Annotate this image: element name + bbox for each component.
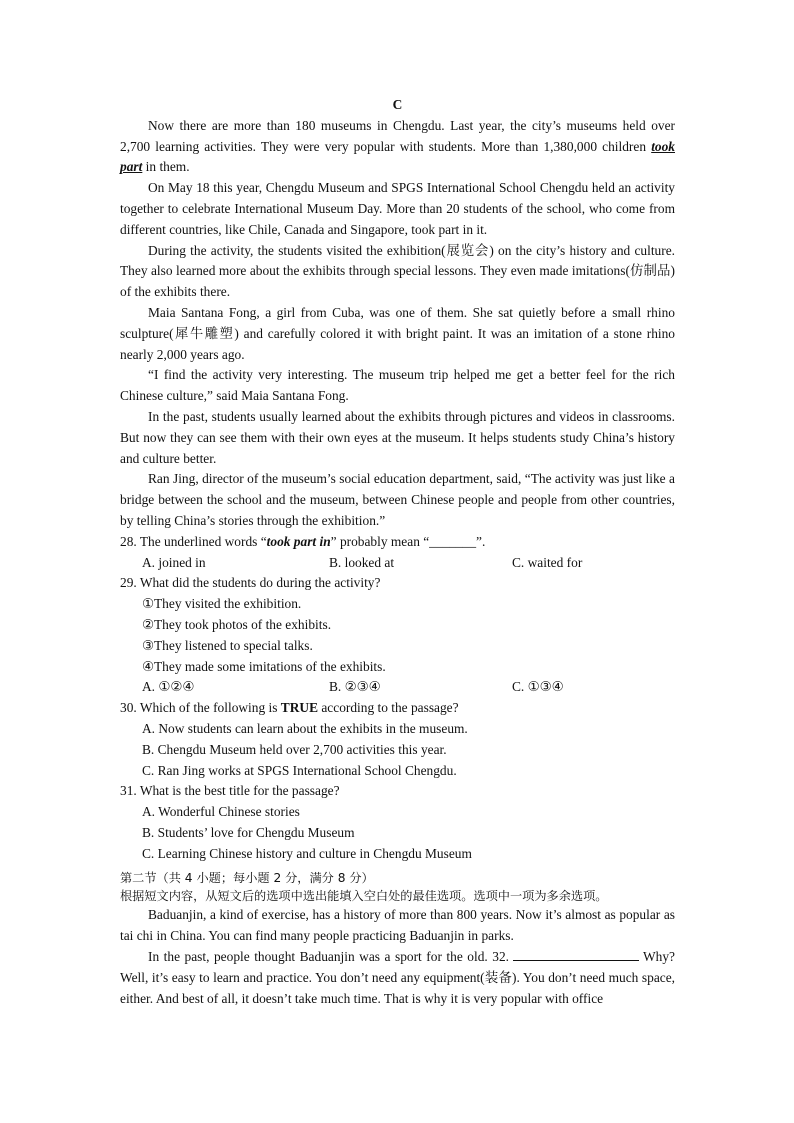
q28-option-b[interactable]: B. looked at (329, 554, 395, 570)
question-30-stem (120, 698, 675, 719)
q29-option-b[interactable]: B. ②③④ (329, 679, 381, 695)
q31-option-a[interactable]: A. Wonderful Chinese stories (142, 804, 300, 820)
passage-paragraph-1 (120, 116, 675, 178)
passage-paragraph-6: In the past, students usually learned about the exhibits through pictures and videos in classrooms. But now they can see them with their own eyes at the museum. It helps students study China’s history and culture better. (120, 408, 675, 466)
question-29-options (120, 677, 675, 698)
question-29-stem: 29. What did the students do during the activity? (120, 575, 381, 591)
section-2-instruction: 根据短文内容，从短文后的选项中选出能填入空白处的最佳选项。选项中一项为多余选项。 (120, 888, 608, 903)
q30-stem-b: according to the passage? (318, 700, 459, 716)
q29-statement-3: ③They listened to special talks. (142, 637, 313, 653)
passage-heading: C (392, 97, 403, 112)
q30-option-c[interactable]: C. Ran Jing works at SPGS International School Chengdu. (142, 762, 457, 778)
passage-paragraph-4: Maia Santana Fong, a girl from Cuba, was one of them. She sat quietly before a small rhino sculpture(犀牛雕塑) and carefully colored it with bright paint. It was an imitation of a stone rhino nearly 2,000 years ago. (120, 304, 675, 362)
section-2-heading: 第二节（共 4 小题；每小题 2 分，满分 8 分） (120, 871, 374, 886)
section-2-paragraph-2-b: Why? Well, it’s easy to learn and practice. You don’t need any equipment(装备). You don’t need much space, either. And best of all, it doesn’t take much time. That is why it is very popular with office (120, 949, 675, 1006)
passage-paragraph-2: On May 18 this year, Chengdu Museum and SPGS International School Chengdu held an activity together to celebrate International Museum Day. More than 20 students of the school, who come from different countries, like Chile, Canada and Singapore, took part in it. (120, 180, 675, 237)
q29-option-c[interactable]: C. ①③④ (512, 679, 564, 695)
q28-option-a[interactable]: A. joined in (142, 554, 206, 570)
q31-option-b[interactable]: B. Students’ love for Chengdu Museum (142, 824, 355, 840)
q28-option-c[interactable]: C. waited for (512, 554, 583, 570)
question-28-options (120, 553, 675, 574)
q29-statement-4: ④They made some imitations of the exhibits. (142, 658, 386, 674)
question-28-stem (120, 532, 675, 553)
paragraph-1-text-b: in them. (142, 159, 190, 175)
q30-option-b[interactable]: B. Chengdu Museum held over 2,700 activities this year. (142, 741, 447, 757)
paragraph-1-text-a: Now there are more than 180 museums in Chengdu. Last year, the city’s museums held over 2,700 learning activities. They were very popular with students. More than 1,380,000 children (120, 117, 675, 154)
passage-paragraph-5: “I find the activity very interesting. The museum trip helped me get a better feel for the rich Chinese culture,” said Maia Santana Fong. (120, 367, 675, 404)
q29-statement-2: ②They took photos of the exhibits. (142, 616, 332, 632)
q31-option-c[interactable]: C. Learning Chinese history and culture in Chengdu Museum (142, 845, 472, 861)
passage-paragraph-3: During the activity, the students visited the exhibition(展览会) on the city’s history and culture. They also learned more about the exhibits through special lessons. They even made imitations(仿制品) of the exhibits there. (120, 242, 675, 300)
q28-stem-a: 28. The underlined words “ (120, 533, 267, 549)
section-2-paragraph-2-a: In the past, people thought Baduanjin was a sport for the old. 32. (148, 949, 510, 965)
section-2-paragraph-1: Baduanjin, a kind of exercise, has a history of more than 800 years. Now it’s almost as popular as tai chi in China. You can find many people practicing Baduanjin in parks. (120, 907, 675, 944)
q29-option-a[interactable]: A. ①②④ (142, 679, 195, 695)
underlined-phrase: took part (120, 138, 675, 175)
q28-stem-b: ” probably mean “_______”. (330, 533, 486, 549)
question-31-stem: 31. What is the best title for the passage? (120, 783, 340, 799)
q30-option-a[interactable]: A. Now students can learn about the exhibits in the museum. (142, 720, 468, 736)
section-2-paragraph-2 (120, 947, 675, 1009)
passage-paragraph-7: Ran Jing, director of the museum’s social education department, said, “The activity was just like a bridge between the school and the museum, between Chinese people and people from other countries, by telling China’s stories through the exhibition.” (120, 471, 675, 528)
exam-page (120, 95, 675, 1009)
q28-stem-emphasis: took part in (266, 533, 331, 549)
blank-32[interactable] (513, 947, 639, 961)
q30-stem-bold: TRUE (280, 700, 319, 716)
q30-stem-a: 30. Which of the following is (120, 700, 281, 716)
q29-statement-1: ①They visited the exhibition. (142, 596, 302, 612)
